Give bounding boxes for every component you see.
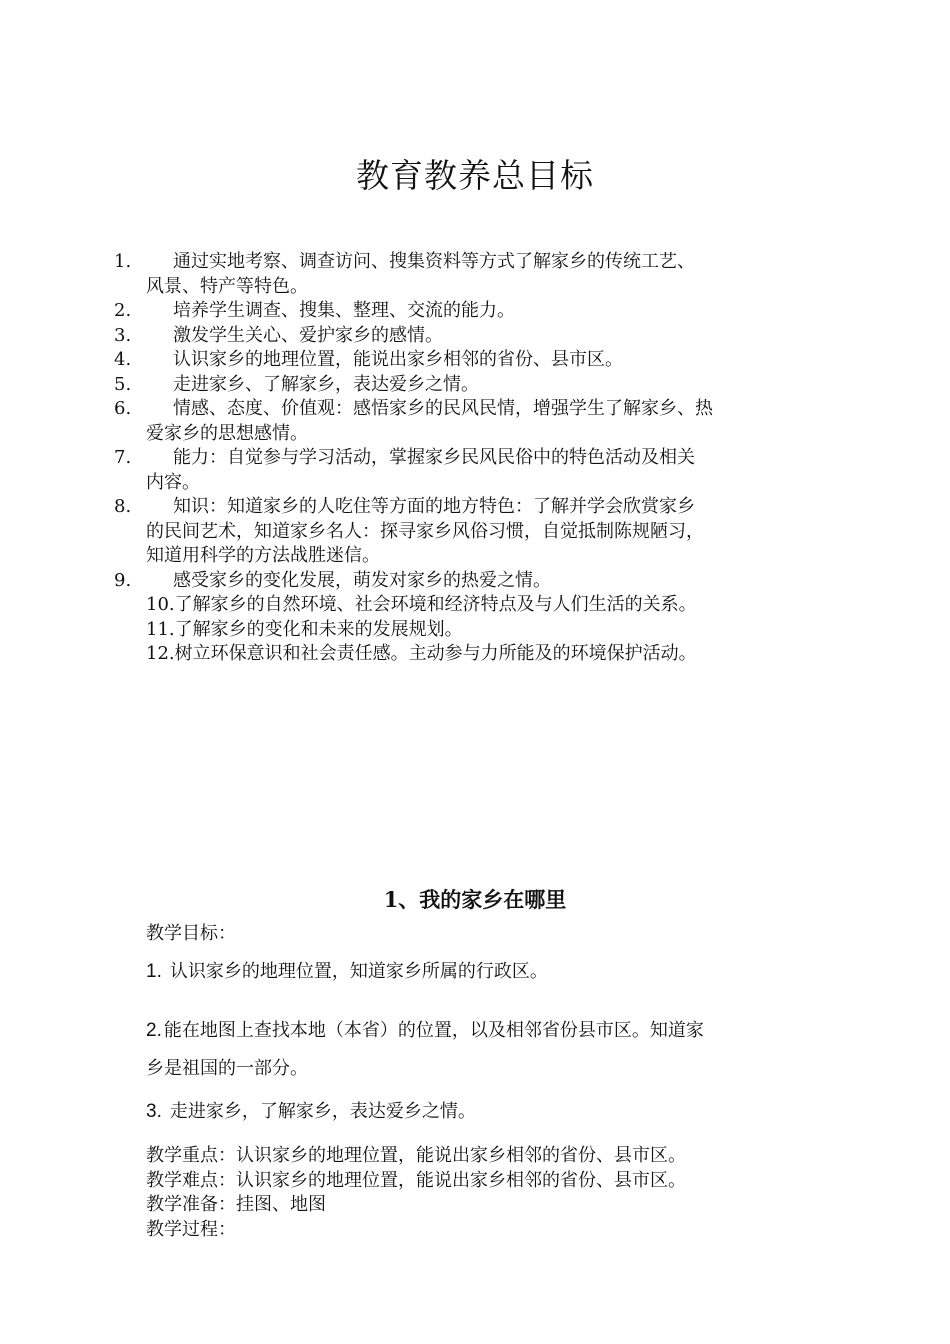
item-text: 了解家乡的自然环境、社会环境和经济特点及与人们生活的关系。 <box>174 594 697 615</box>
item-number: 7. <box>114 447 132 468</box>
list-item <box>114 446 824 495</box>
objective-number: 3. <box>146 1101 162 1122</box>
item-number: 9. <box>114 569 132 591</box>
list-item <box>114 642 824 667</box>
item-number: 8. <box>114 496 132 517</box>
objective-text-continued: 乡是祖国的一部分。 <box>146 1058 308 1079</box>
item-number: 1. <box>114 251 132 272</box>
item-number: 5. <box>114 373 132 395</box>
item-text: 知识：知道家乡的人吃住等方面的地方特色：了解并学会欣赏家乡 <box>173 496 695 517</box>
item-number: 12. <box>146 643 175 664</box>
item-number: 11. <box>146 618 175 640</box>
lesson-body <box>146 922 826 1242</box>
item-number: 3. <box>114 324 132 346</box>
objective-item <box>146 960 826 984</box>
list-item <box>114 299 824 324</box>
objective-text: 走进家乡，了解家乡，表达爱乡之情。 <box>169 1101 476 1122</box>
item-text: 情感、态度、价值观：感悟家乡的民风民情，增强学生了解家乡、热 <box>173 398 713 419</box>
objective-item <box>146 1100 826 1124</box>
list-item <box>114 593 824 618</box>
item-text: 感受家乡的变化发展，萌发对家乡的热爱之情。 <box>173 569 551 591</box>
list-item <box>114 250 824 299</box>
objective-number: 1. <box>146 961 162 982</box>
key-point: 教学重点：认识家乡的地理位置，能说出家乡相邻的省份、县市区。 <box>146 1145 686 1166</box>
item-text-continued: 的民间艺术，知道家乡名人：探寻家乡风俗习惯，自觉抵制陈规陋习， <box>146 520 704 542</box>
item-text: 走进家乡、了解家乡，表达爱乡之情。 <box>173 373 479 395</box>
objective-text: 认识家乡的地理位置，知道家乡所属的行政区。 <box>169 961 548 982</box>
list-item <box>114 618 824 643</box>
item-text: 能力：自觉参与学习活动，掌握家乡民风民俗中的特色活动及相关 <box>173 447 695 468</box>
objective-number: 2. <box>146 1020 162 1041</box>
goal-list <box>114 250 824 667</box>
item-text: 了解家乡的变化和未来的发展规划。 <box>174 618 463 640</box>
list-item <box>114 495 824 569</box>
item-text: 认识家乡的地理位置，能说出家乡相邻的省份、县市区。 <box>173 349 623 370</box>
objectives-label: 教学目标： <box>146 923 236 944</box>
item-number: 2. <box>114 300 132 321</box>
item-text: 通过实地考察、调查访问、搜集资料等方式了解家乡的传统工艺、 <box>173 251 695 272</box>
item-text-continued: 风景、特产等特色。 <box>146 275 308 297</box>
difficulty: 教学难点：认识家乡的地理位置，能说出家乡相邻的省份、县市区。 <box>146 1169 686 1191</box>
list-item <box>114 373 824 398</box>
item-number: 4. <box>114 349 132 370</box>
item-text: 树立环保意识和社会责任感。主动参与力所能及的环境保护活动。 <box>174 643 697 664</box>
item-number: 6. <box>114 398 132 419</box>
item-text-continued: 知道用科学的方法战胜迷信。 <box>146 545 380 566</box>
item-text-continued: 爱家乡的思想感情。 <box>146 422 308 444</box>
list-item <box>114 324 824 349</box>
list-item <box>114 397 824 446</box>
lesson-title: 1、我的家乡在哪里 <box>383 887 567 912</box>
item-number: 10. <box>146 594 175 615</box>
list-item <box>114 348 824 373</box>
objective-item <box>146 1012 826 1088</box>
list-item <box>114 569 824 594</box>
item-text-continued: 内容。 <box>146 471 200 493</box>
objective-text: 能在地图上查找本地（本省）的位置，以及相邻省份县市区。知道家 <box>163 1020 704 1041</box>
item-text: 激发学生关心、爱护家乡的感情。 <box>173 324 443 346</box>
preparation: 教学准备：挂图、地图 <box>146 1194 326 1215</box>
page-title: 教育教养总目标 <box>356 156 594 195</box>
item-text: 培养学生调查、搜集、整理、交流的能力。 <box>173 300 515 321</box>
process-label: 教学过程： <box>146 1218 236 1240</box>
